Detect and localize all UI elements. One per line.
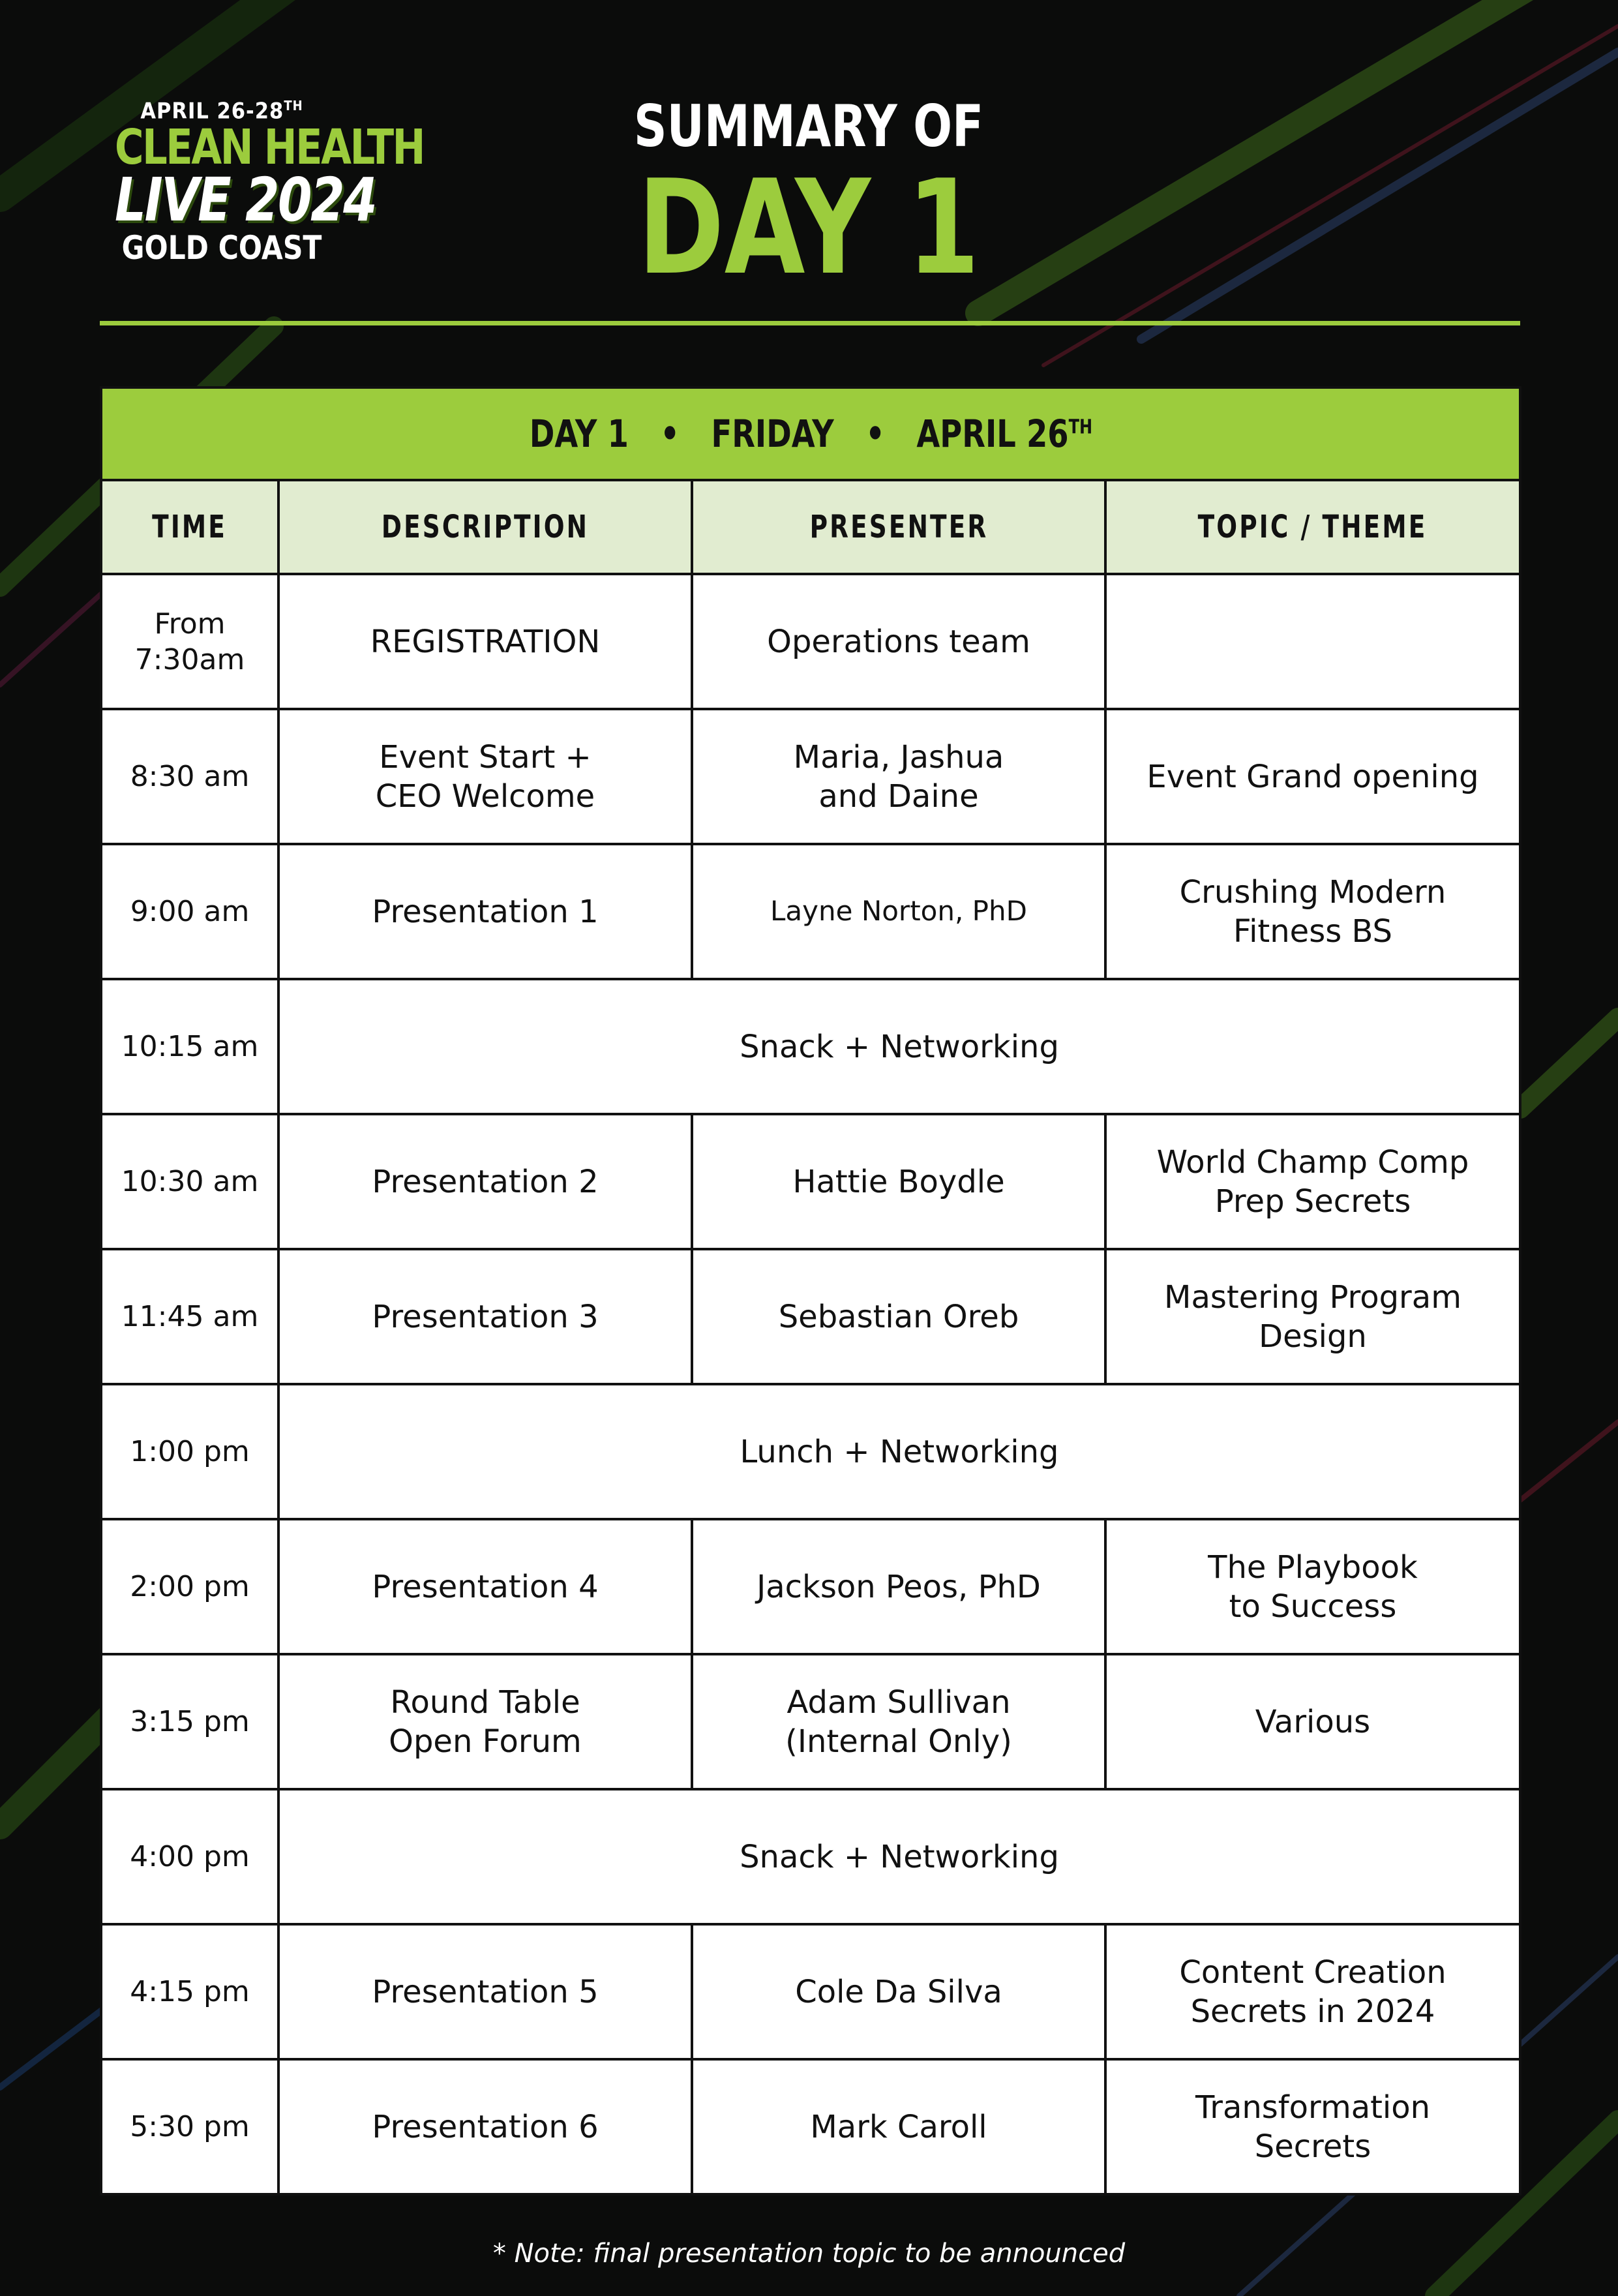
topic-cell: Various — [1105, 1654, 1520, 1789]
presenter-cell: Cole Da Silva — [692, 1924, 1105, 2059]
time-cell: 1:00 pm — [101, 1384, 278, 1519]
table-row — [101, 844, 1520, 979]
description-cell: Presentation 4 — [278, 1519, 692, 1654]
presenter-cell: Jackson Peos, PhD — [692, 1519, 1105, 1654]
banner-date-suffix: TH — [1068, 415, 1092, 439]
banner-weekday: FRIDAY — [711, 412, 834, 456]
table-row — [101, 1789, 1520, 1924]
column-header-description: DESCRIPTION — [278, 480, 692, 574]
presenter-cell: Operations team — [692, 574, 1105, 709]
presenter-cell: Layne Norton, PhD — [692, 844, 1105, 979]
column-headers — [101, 480, 1520, 574]
time-cell: 10:30 am — [101, 1114, 278, 1249]
description-cell: Presentation 3 — [278, 1249, 692, 1384]
page-subtitle: SUMMARY OF — [633, 93, 984, 160]
presenter-cell: Maria, Jashua and Daine — [692, 709, 1105, 844]
table-row — [101, 1249, 1520, 1384]
footnote: * Note: final presentation topic to be announced — [492, 2239, 1126, 2269]
description-cell: Presentation 1 — [278, 844, 692, 979]
schedule-table — [100, 386, 1521, 2196]
table-row — [101, 1114, 1520, 1249]
topic-cell: Transformation Secrets — [1105, 2059, 1520, 2194]
description-cell: Presentation 6 — [278, 2059, 692, 2194]
presenter-cell: Adam Sullivan (Internal Only) — [692, 1654, 1105, 1789]
time-cell: 5:30 pm — [101, 2059, 278, 2194]
event-logo — [91, 98, 424, 267]
time-cell: 11:45 am — [101, 1249, 278, 1384]
topic-cell: Event Grand opening — [1105, 709, 1520, 844]
break-cell: Lunch + Networking — [278, 1384, 1520, 1519]
day-banner-text — [529, 412, 1092, 456]
logo-dates: APRIL 26-28TH — [140, 98, 303, 125]
time-cell: 3:15 pm — [101, 1654, 278, 1789]
time-cell: 4:00 pm — [101, 1789, 278, 1924]
table-row — [101, 1654, 1520, 1789]
description-cell: REGISTRATION — [278, 574, 692, 709]
topic-cell — [1105, 574, 1520, 709]
time-cell: 9:00 am — [101, 844, 278, 979]
logo-city: GOLD COAST — [121, 229, 322, 267]
column-header-time: TIME — [101, 480, 278, 574]
topic-cell: Mastering Program Design — [1105, 1249, 1520, 1384]
logo-name: CLEAN HEALTH — [115, 119, 424, 176]
time-cell: 4:15 pm — [101, 1924, 278, 2059]
table-row — [101, 1924, 1520, 2059]
presenter-cell: Sebastian Oreb — [692, 1249, 1105, 1384]
table-row — [101, 1384, 1520, 1519]
topic-cell: World Champ Comp Prep Secrets — [1105, 1114, 1520, 1249]
banner-day: DAY 1 — [529, 412, 629, 456]
banner-date: APRIL 26 — [916, 412, 1069, 456]
time-cell: 10:15 am — [101, 979, 278, 1114]
column-header-topic: TOPIC / THEME — [1105, 480, 1520, 574]
topic-cell: The Playbook to Success — [1105, 1519, 1520, 1654]
presenter-cell: Mark Caroll — [692, 2059, 1105, 2194]
time-cell: 2:00 pm — [101, 1519, 278, 1654]
topic-cell: Content Creation Secrets in 2024 — [1105, 1924, 1520, 2059]
table-row — [101, 574, 1520, 709]
day-banner-cell — [101, 387, 1520, 480]
schedule-body — [101, 574, 1520, 2194]
banner-separator: • — [865, 412, 885, 456]
page-heading: DAY 1 — [637, 152, 980, 304]
divider — [100, 321, 1520, 325]
column-header-presenter: PRESENTER — [692, 480, 1105, 574]
topic-cell: Crushing Modern Fitness BS — [1105, 844, 1520, 979]
presenter-cell: Hattie Boydle — [692, 1114, 1105, 1249]
break-cell: Snack + Networking — [278, 1789, 1520, 1924]
time-cell: 8:30 am — [101, 709, 278, 844]
table-row — [101, 1519, 1520, 1654]
description-cell: Round Table Open Forum — [278, 1654, 692, 1789]
table-row — [101, 979, 1520, 1114]
description-cell: Presentation 2 — [278, 1114, 692, 1249]
time-cell: From 7:30am — [101, 574, 278, 709]
logo-year: LIVE 2024 — [115, 165, 376, 235]
page-title — [548, 93, 1070, 304]
break-cell: Snack + Networking — [278, 979, 1520, 1114]
banner-separator: • — [659, 412, 680, 456]
day-banner — [101, 387, 1520, 480]
description-cell: Event Start + CEO Welcome — [278, 709, 692, 844]
table-row — [101, 2059, 1520, 2194]
table-row — [101, 709, 1520, 844]
description-cell: Presentation 5 — [278, 1924, 692, 2059]
